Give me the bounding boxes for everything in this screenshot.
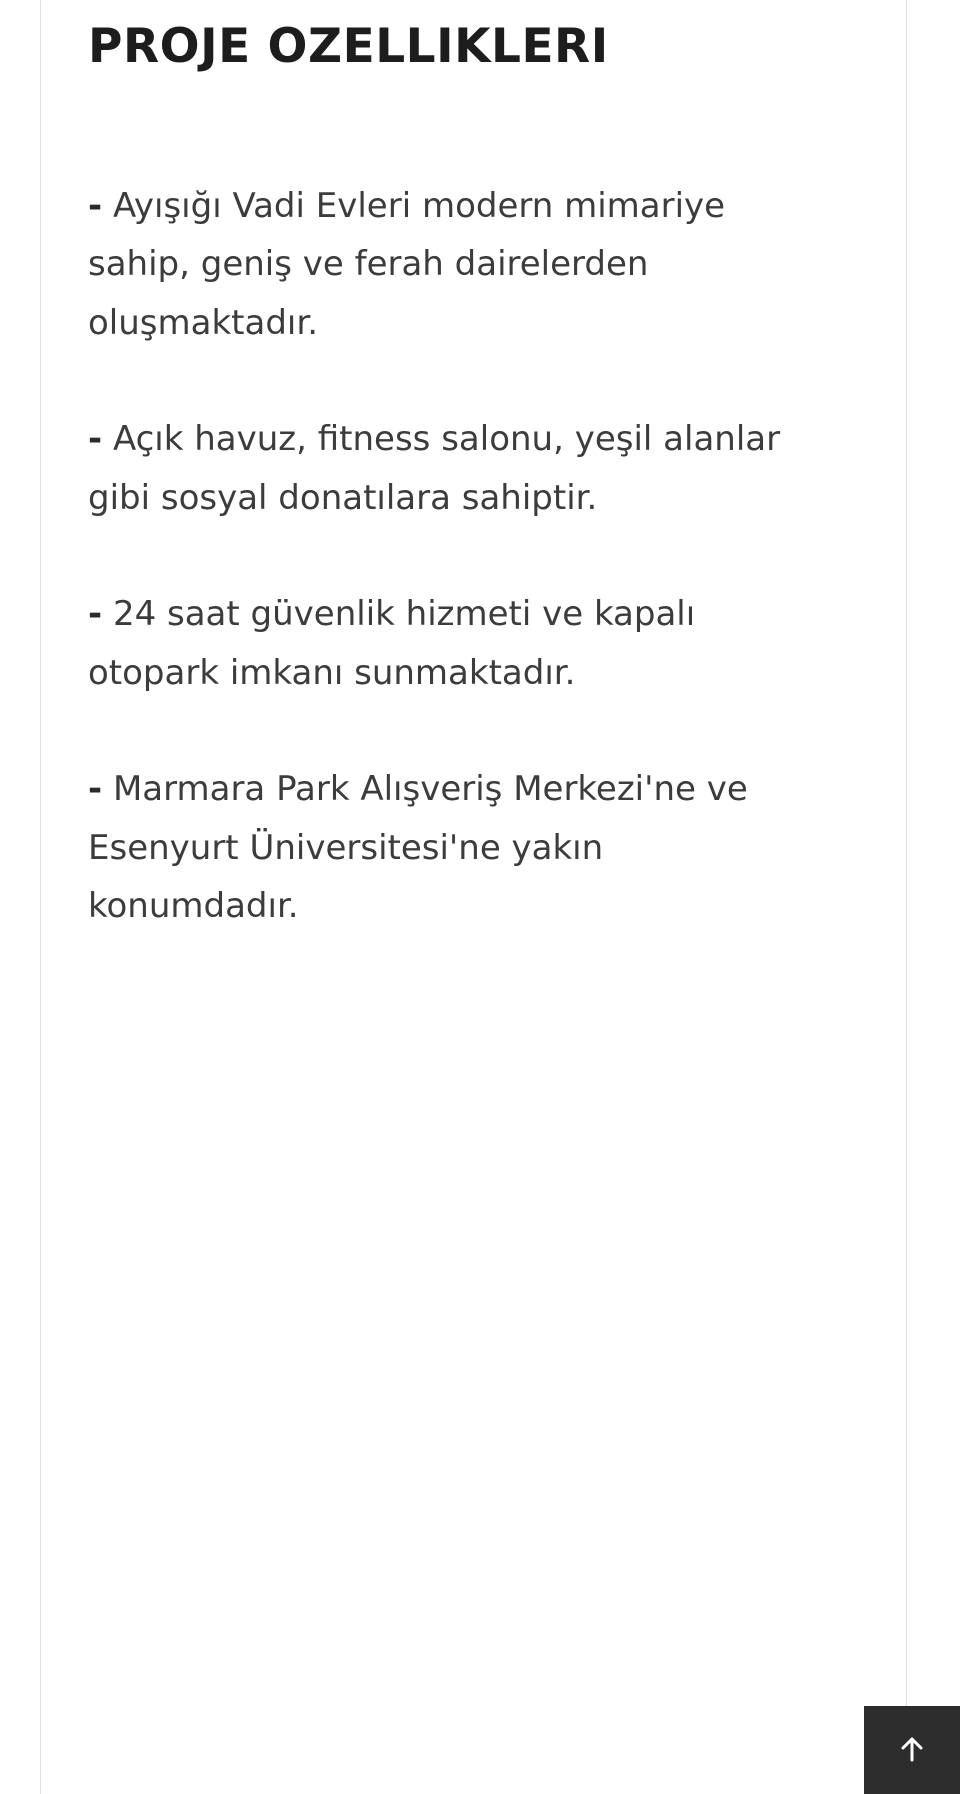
bullet-dash: -: [88, 769, 103, 810]
page-title: PROJE OZELLIKLERI: [88, 19, 609, 74]
bullet-dash: -: [88, 419, 103, 460]
scroll-to-top-button[interactable]: [864, 1706, 960, 1794]
feature-text: 24 saat güvenlik hizmeti ve kapalı otopark imkanı sunmaktadır.: [88, 594, 696, 693]
bullet-dash: -: [88, 185, 103, 226]
feature-item: [88, 585, 788, 702]
arrow-up-icon: [895, 1733, 929, 1767]
left-divider: [40, 0, 41, 1794]
feature-item: [88, 177, 788, 352]
right-divider: [906, 0, 907, 1794]
feature-item: [88, 760, 788, 935]
feature-item: [88, 410, 788, 527]
feature-text: Açık havuz, fitness salonu, yeşil alanlar gibi sosyal donatılara sahiptir.: [88, 419, 781, 518]
feature-text: Marmara Park Alışveriş Merkezi'ne ve Esenyurt Üniversitesi'ne yakın konumdadır.: [88, 769, 748, 926]
content-column: [88, 0, 868, 935]
feature-text: Ayışığı Vadi Evleri modern mimariye sahip, geniş ve ferah dairelerden oluşmaktadır.: [88, 185, 726, 343]
bullet-dash: -: [88, 594, 103, 635]
